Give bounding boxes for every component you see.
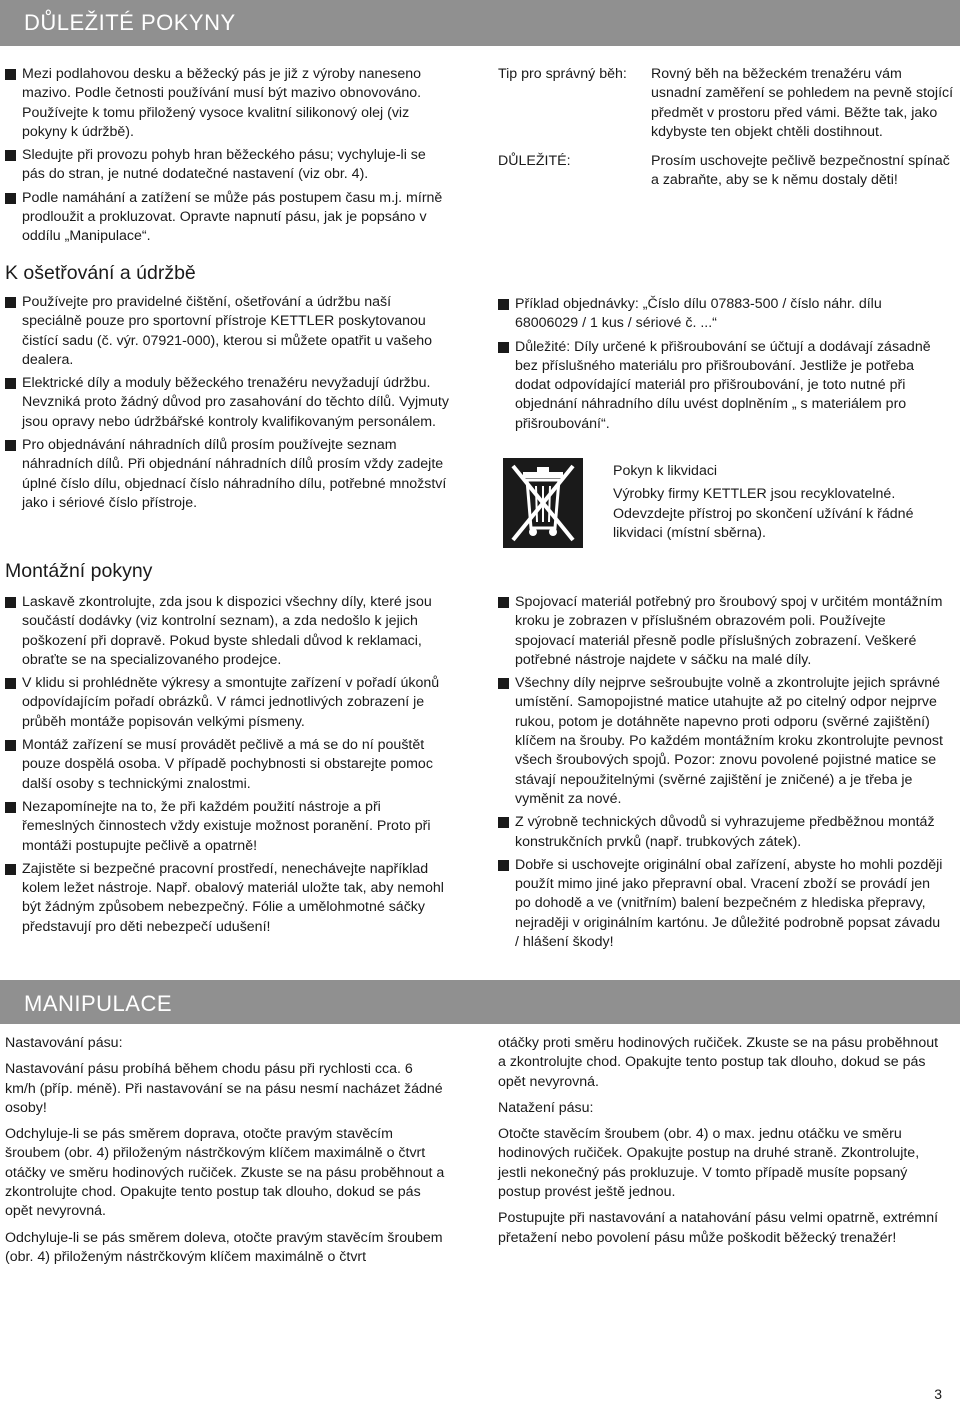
list-item: Používejte pro pravidelné čištění, ošetřování a údržbu naší speciálně pouze pro sportovní přístroje KETTLER poskytovanou čistící sadu (č. výr. 07921-000), kterou si můžete opatřit u vašeho dealera. [5, 293, 450, 370]
list-item: Příklad objednávky: „Číslo dílu 07883-500 / číslo náhr. dílu 68006029 / 1 kus / sériové č. ...“ [498, 295, 945, 334]
important-text: Prosím uschovejte pečlivě bezpečnostní spínač a zabraňte, aby se k němu dostaly děti! [651, 153, 950, 189]
list-item: Zajistěte si bezpečné pracovní prostředí, nenechávejte například kolem ležet nástroje. Např. obalový materiál uložte tak, aby nemohl být žádným způsobem nebezpečný. Fólie a umělohmotné sáčky představují pro děti nebezpečí udušení! [5, 860, 448, 937]
manipulace-left-column [5, 1034, 445, 1267]
care-heading: K ošetřování a údržbě [5, 262, 196, 284]
list-item: Všechny díly nejprve sešroubujte volně a zkontrolujte jejich správné umístění. Samopojistné matice utahujte až po citelný odpor nejprve rukou, potom je dotáhněte napevno proti odporu (svěrné zajištění) klíčem na šrouby. Po každém montážním kroku zkontrolujte pevnost všech šroubových spojů. Pozor: znovu povolené pojistné matice se stávají nepoužitelnými (svěrné zajištění je zničené) a je třeba je vyměnit za nové. [498, 674, 945, 809]
important-row [498, 152, 954, 191]
subheading-belt-tension: Natažení pásu: [498, 1099, 594, 1116]
list-item: Sledujte při provozu pohyb hran běžeckého pásu; vychyluje-li se pás do stran, je nutné dodatečné nastavení (viz obr. 4). [5, 146, 450, 185]
tip-label: Tip pro správný běh: [498, 66, 627, 82]
assembly-left-column [5, 593, 448, 941]
disposal-title: Pokyn k likvidaci [613, 463, 718, 479]
list-item: Elektrické díly a moduly běžeckého trenažéru nevyžadují údržbu. Nevzniká proto žádný důvod pro zasahování do těchto dílů. Vyjmuty jsou opravy nebo údržbářské kontroly kvalifikovaným personálem. [5, 374, 450, 432]
list-item: Spojovací materiál potřebný pro šroubový spoj v určitém montážním kroku je zobrazen v příslušném obrazovém poli. Používejte spojovací materiál přesně podle příslušných zobrazení. Veškeré potřebné nástroje najdete v sáčku na malé díly. [498, 593, 945, 670]
list-item: Z výrobně technických důvodů si vyhrazujeme předběžnou montáž konstrukčních prvků (např. trubkových zátek). [498, 813, 945, 852]
crossed-bin-icon [503, 458, 583, 548]
list-item: Nezapomínejte na to, že při každém použití nástroje a při řemeslných činnostech vždy existuje možnost poranění. Proto při montáži postupujte pečlivě a opatrně! [5, 798, 448, 856]
list-item: Montáž zařízení se musí provádět pečlivě a má se do ní pouštět pouze dospělá osoba. V případě pochybnosti si obstarejte pomoc další osoby s technickými znalostmi. [5, 736, 448, 794]
list-item: Mezi podlahovou desku a běžecký pás je již z výroby naneseno mazivo. Podle četnosti používání musí být mazivo obnovováno. Používejte k tomu přiložený vysoce kvalitní silikonový olej (viz pokyny k údržbě). [5, 65, 450, 142]
list-item: V klidu si prohlédněte výkresy a smontujte zařízení v pořadí úkonů odpovídajícím pořadí obrázků. V rámci jednotlivých zobrazení je průběh montáže popisován velkými písmeny. [5, 674, 448, 732]
paragraph: Odchyluje-li se pás směrem doleva, otočte pravým stavěcím šroubem (obr. 4) přiloženým nástrčkovým klíčem maximálně o čtvrt [5, 1229, 443, 1265]
list-item: Podle namáhání a zatížení se může pás postupem času m.j. mírně prodloužit a prokluzovat. Opravte napnutí pásu, jak je popsáno v oddílu „Manipulace“. [5, 189, 450, 247]
assembly-right-column [498, 593, 945, 956]
assembly-heading: Montážní pokyny [5, 560, 153, 582]
tip-row [498, 65, 954, 142]
disposal-block [613, 462, 948, 543]
manipulace-title: MANIPULACE [24, 991, 173, 1016]
paragraph: Postupujte při nastavování a natahování pásu velmi opatrně, extrémní přetažení nebo povolení pásu může poškodit běžecký trenažér! [498, 1210, 939, 1246]
subheading-belt-adjust: Nastavování pásu: [5, 1035, 123, 1051]
manipulace-right-column [498, 1034, 948, 1248]
top-left-column [5, 65, 450, 251]
paragraph: Odchyluje-li se pás směrem doprava, otočte pravým stavěcím šroubem (obr. 4) přiloženým nástrčkovým klíčem maximálně o čtvrt otáčky ve směru hodinových ručiček. Zkuste se na pásu proběhnout a zkontrolujte chod. Opakujte tento postup tak dlouho, dokud se pás opět nevyrovná. [5, 1126, 445, 1220]
page-number: 3 [934, 1386, 942, 1402]
disposal-line: Odevzdejte přístroj po skončení užívání k řádné likvidaci (místní sběrna). [613, 505, 914, 541]
tips-column [498, 65, 954, 191]
care-column [5, 293, 450, 517]
list-item: Důležité: Díly určené k přišroubování se účtují a dodávají zásadně bez příslušného materiálu pro přišroubování. Jestliže je potřeba dodat odpovídající materiál pro přišroubování, je toto nutné při objednání náhradního dílu uvést doplněním „ s materiálem pro přišroubování“. [498, 338, 945, 434]
disposal-line: Výrobky firmy KETTLER jsou recyklovatelné. [613, 486, 896, 503]
parts-order-column [498, 295, 945, 438]
paragraph: Otočte stavěcím šroubem (obr. 4) o max. jednu otáčku ve směru hodinových ručiček. Opakujte postup na druhé straně. Zkontrolujte, jestli nekonečný pás prokluzuje. V tomto případě musíte popsaný postup provést ještě jednou. [498, 1126, 920, 1201]
tip-text: Rovný běh na běžeckém trenažéru vám usnadní zaměření se pohledem na pevně stojící předmět v prostoru před vámi. Běžte tak, jako kdybyste ten objekt chtěli dostihnout. [651, 66, 954, 140]
list-item: Dobře si uschovejte originální obal zařízení, abyste ho mohli později použít mimo jiné jako přepravní obal. Vracení zboží se provádí jen po dohodě a ve (vnitřním) balení bezpečném z hlediska přepravy, nejraději v originálním kartónu. Je důležité podrobně popsat závadu / hlášení škody! [498, 856, 945, 952]
list-item: Laskavě zkontrolujte, zda jsou k dispozici všechny díly, které jsou součástí dodávky (viz kontrolní seznam), a zda nedošlo k jejich poškození při dopravě. Pokud byste shledali důvod k reklamaci, obraťte se na specializovaného prodejce. [5, 593, 448, 670]
important-label: DŮLEŽITÉ: [498, 153, 571, 170]
section-header-bar [0, 0, 960, 46]
paragraph: Nastavování pásu probíhá během chodu pásu při rychlosti cca. 6 km/h (příp. méně). Při nastavování se na pásu nesmí nacházet žádné osoby! [5, 1061, 443, 1116]
list-item: Pro objednávání náhradních dílů prosím používejte seznam náhradních dílů. Při objednání náhradních dílů prosím vždy zadejte úplné číslo dílu, objednací číslo náhradního dílu, potřebné množství jako i sériové číslo přístroje. [5, 436, 450, 513]
manipulace-header-bar [0, 980, 960, 1024]
section-title: DŮLEŽITÉ POKYNY [24, 10, 236, 35]
paragraph: otáčky proti směru hodinových ručiček. Zkuste se na pásu proběhnout a zkontrolujte chod. Opakujte tento postup tak dlouho, dokud se pás opět nevyrovná. [498, 1035, 939, 1090]
